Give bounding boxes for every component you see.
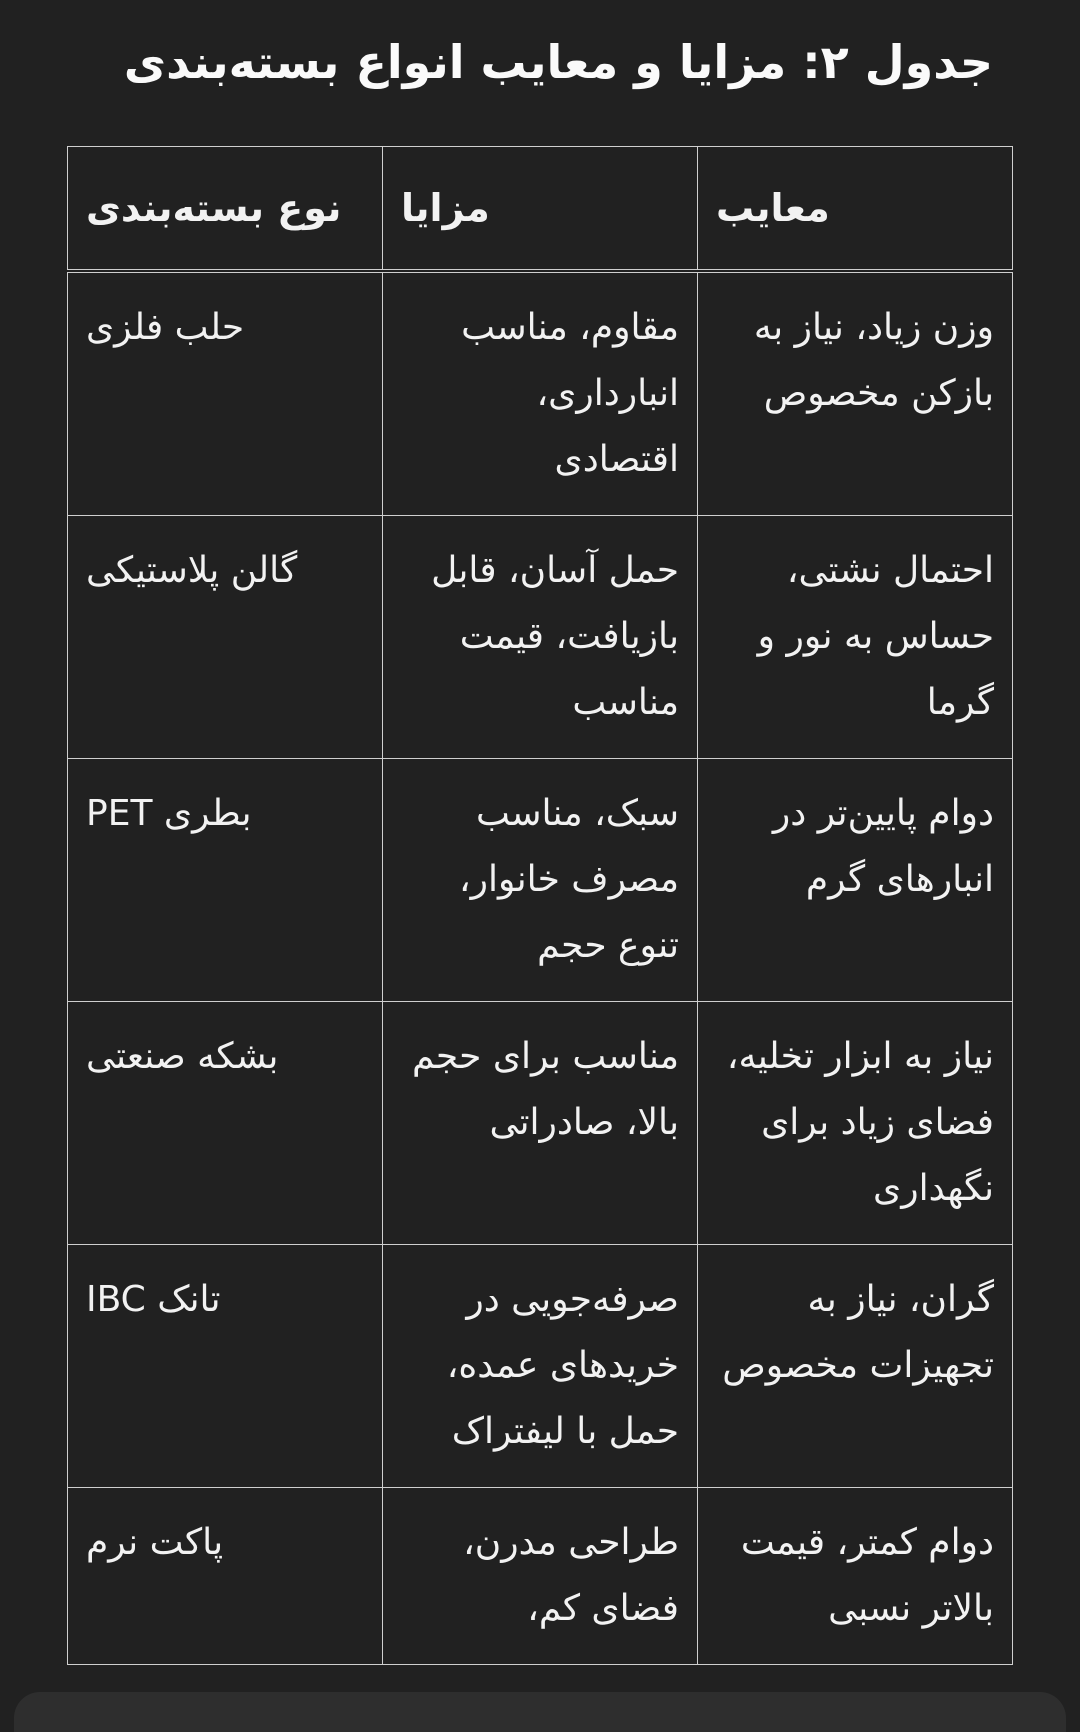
table-row — [68, 271, 1013, 516]
cell-cons: دوام پایین‌تر در انبارهای گرم — [698, 758, 1013, 1001]
cell-pros: مقاوم، مناسب انبارداری، اقتصادی — [383, 271, 698, 516]
table-body — [68, 271, 1013, 1665]
cell-cons: گران، نیاز به تجهیزات مخصوص — [698, 1244, 1013, 1487]
cell-pros: حمل آسان، قابل بازیافت، قیمت مناسب — [383, 515, 698, 758]
column-header-pros: مزایا — [383, 147, 698, 271]
cell-type: حلب فلزی — [68, 271, 383, 516]
bottom-sheet[interactable] — [14, 1692, 1066, 1732]
table-row — [68, 1001, 1013, 1244]
column-header-type: نوع بسته‌بندی — [68, 147, 383, 271]
cell-type: گالن پلاستیکی — [68, 515, 383, 758]
cell-pros: سبک، مناسب مصرف خانوار، تنوع حجم — [383, 758, 698, 1001]
cell-pros: طراحی مدرن، فضای کم، — [383, 1487, 698, 1664]
cell-pros: صرفه‌جویی در خریدهای عمده، حمل با لیفتراک — [383, 1244, 698, 1487]
cell-pros: مناسب برای حجم بالا، صادراتی — [383, 1001, 698, 1244]
packaging-table — [67, 146, 1013, 1665]
cell-cons: دوام کمتر، قیمت بالاتر نسبی — [698, 1487, 1013, 1664]
cell-type: تانک IBC — [68, 1244, 383, 1487]
table-row — [68, 1244, 1013, 1487]
cell-cons: احتمال نشتی، حساس به نور و گرما — [698, 515, 1013, 758]
table-row — [68, 758, 1013, 1001]
table-caption: جدول ۲: مزایا و معایب انواع بسته‌بندی — [123, 35, 993, 89]
table-row — [68, 515, 1013, 758]
header-row — [68, 147, 1013, 271]
table-row — [68, 1487, 1013, 1664]
cell-type: بطری PET — [68, 758, 383, 1001]
cell-cons: وزن زیاد، نیاز به بازکن مخصوص — [698, 271, 1013, 516]
cell-type: پاکت نرم — [68, 1487, 383, 1664]
cell-cons: نیاز به ابزار تخلیه، فضای زیاد برای نگهداری — [698, 1001, 1013, 1244]
cell-type: بشکه صنعتی — [68, 1001, 383, 1244]
column-header-cons: معایب — [698, 147, 1013, 271]
